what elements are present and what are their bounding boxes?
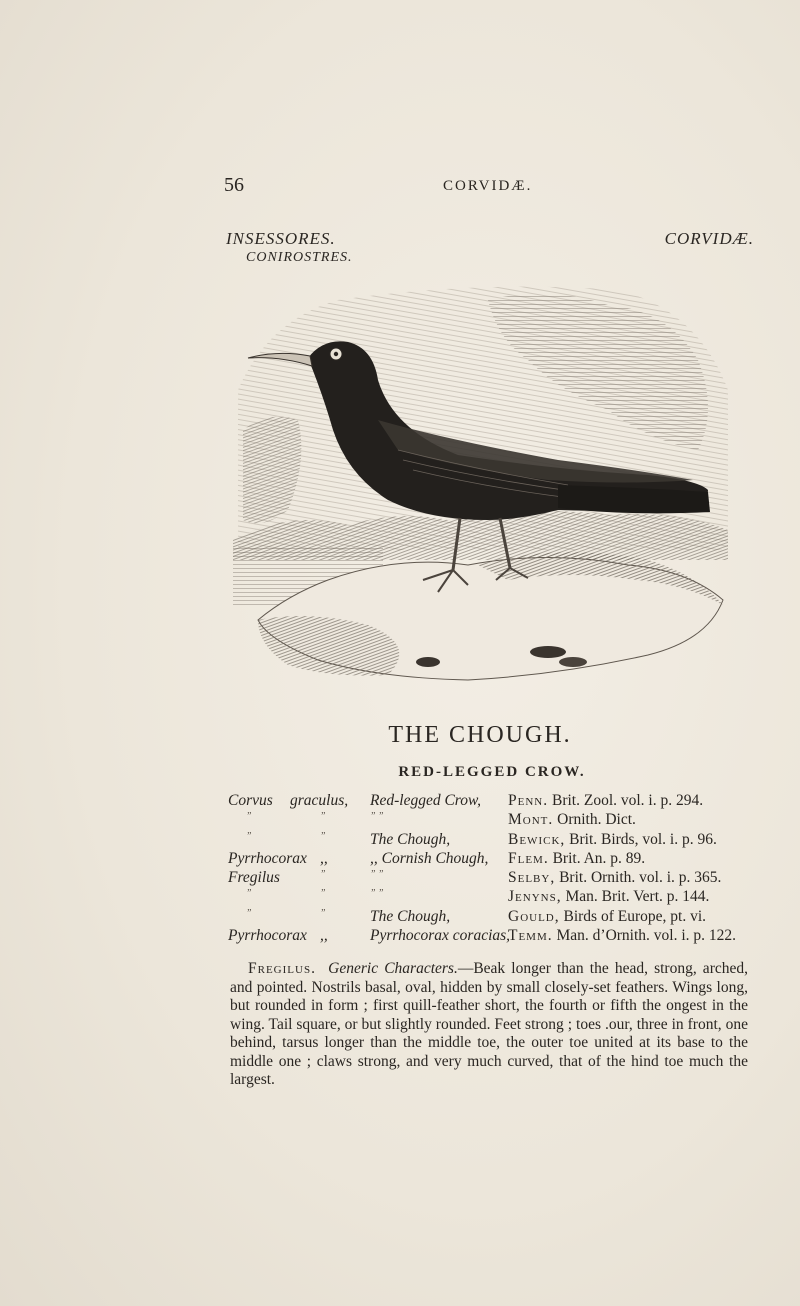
common-name-cell: Red-legged Crow, (370, 792, 482, 809)
species-cell: ,, (320, 927, 328, 945)
genus-cell: Pyrrhocorax (228, 849, 307, 867)
genus-cell: ” (246, 811, 252, 823)
running-title: CORVIDÆ. (443, 178, 533, 194)
species-cell: ” (320, 869, 326, 881)
genus-cell: Corvus (228, 792, 273, 809)
reference-cell: Penn. Brit. Zool. vol. i. p. 294. (508, 792, 704, 809)
species-cell: ,, (320, 849, 328, 867)
common-name-cell: The Chough, (370, 907, 451, 925)
species-cell: graculus, (290, 792, 349, 809)
reference-cell: Flem. Brit. An. p. 89. (508, 849, 646, 867)
reference-cell: Temm. Man. d’Ornith. vol. i. p. 122. (508, 927, 737, 945)
generic-characters-paragraph (230, 960, 748, 1090)
synonymy-row (228, 831, 758, 850)
synonymy-row (228, 811, 758, 830)
family-heading: CORVIDÆ. (664, 229, 754, 248)
species-cell: ” (320, 830, 326, 842)
synonymy-list (228, 792, 758, 946)
genus-cell: ” (246, 888, 252, 900)
species-cell: ” (320, 907, 326, 919)
reference-cell: Selby, Brit. Ornith. vol. i. p. 365. (508, 869, 722, 887)
synonymy-row (228, 850, 758, 869)
synonymy-row (228, 927, 758, 946)
generic-characters-text: —Beak longer than the head, strong, arched, and pointed. Nostrils basal, oval, hidden by small closely-set feathers. Wings long, but rounded in form ; first quill-feather short, the fourth or fifth the ongest in the wing. Tail square, or but slightly rounded. Feet strong ; toes .our, three in front, one behind, tarsus longer than the middle toe, the outer toe united at its base to the middle one ; claws strong, and very much curved, that of the hind toe much the largest. (230, 960, 748, 1088)
synonymy-row (228, 792, 758, 811)
order-heading: INSESSORES. (226, 229, 336, 248)
species-title: THE CHOUGH. (388, 722, 572, 748)
genus-cell: Fregilus (228, 869, 280, 887)
generic-characters-label: Generic Characters. (328, 960, 458, 977)
synonymy-row (228, 869, 758, 888)
reference-cell: Jenyns, Man. Brit. Vert. p. 144. (508, 888, 710, 906)
suborder-heading: CONIROSTRES. (246, 250, 353, 265)
common-name-cell: The Chough, (370, 830, 451, 848)
common-name-cell: ,, Cornish Chough, (370, 849, 489, 867)
page-number: 56 (224, 174, 244, 196)
common-name-cell: Pyrrhocorax coracias, (370, 927, 511, 945)
genus-cell: ” (246, 830, 252, 842)
reference-cell: Gould, Birds of Europe, pt. vi. (508, 907, 706, 925)
common-name-cell: ” ” (370, 811, 384, 823)
species-cell: ” (320, 811, 326, 823)
species-subtitle: RED-LEGGED CROW. (398, 764, 586, 780)
reference-cell: Bewick, Brit. Birds, vol. i. p. 96. (508, 830, 717, 848)
reference-cell: Mont. Ornith. Dict. (508, 811, 636, 829)
genus-name: Fregilus. (248, 960, 316, 977)
synonymy-row (228, 908, 758, 927)
common-name-cell: ” ” (370, 888, 384, 900)
synonymy-row (228, 888, 758, 907)
common-name-cell: ” ” (370, 869, 384, 881)
genus-cell: ” (246, 907, 252, 919)
chough-engraving-icon (228, 280, 732, 690)
species-cell: ” (320, 888, 326, 900)
genus-cell: Pyrrhocorax (228, 927, 307, 945)
